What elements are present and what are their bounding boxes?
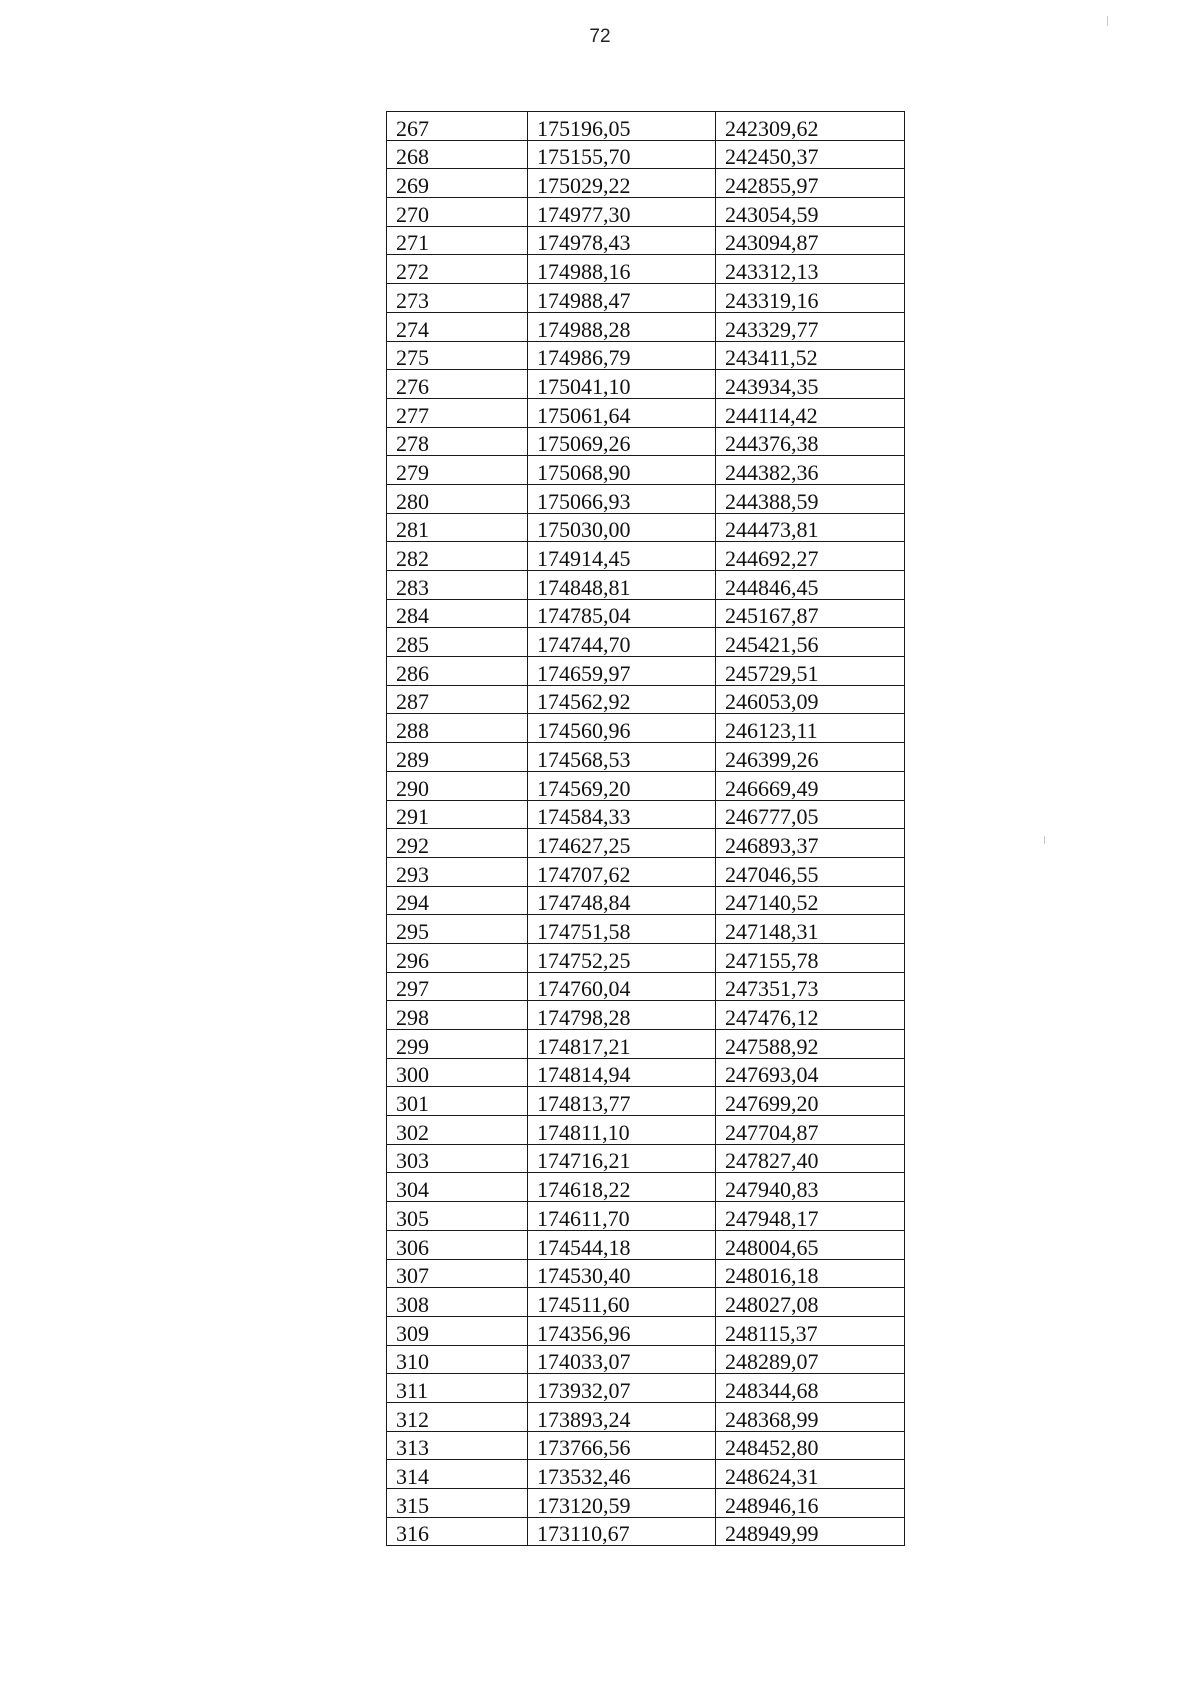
- y-coordinate-cell: 248115,37: [716, 1316, 905, 1345]
- x-coordinate-cell: 174611,70: [528, 1202, 716, 1231]
- table-row: [387, 542, 905, 571]
- table-row: [387, 312, 905, 341]
- x-coordinate-cell: 173532,46: [528, 1460, 716, 1489]
- y-coordinate-cell: 247704,87: [716, 1116, 905, 1145]
- table-row: [387, 484, 905, 513]
- y-coordinate-cell: 246399,26: [716, 743, 905, 772]
- table-row: [387, 829, 905, 858]
- page-number: 72: [589, 26, 611, 47]
- y-coordinate-cell: 244846,45: [716, 571, 905, 600]
- point-number-cell: 287: [387, 685, 528, 714]
- y-coordinate-cell: 244692,27: [716, 542, 905, 571]
- x-coordinate-cell: 174813,77: [528, 1087, 716, 1116]
- table-row: [387, 1345, 905, 1374]
- x-coordinate-cell: 174560,96: [528, 714, 716, 743]
- table-row: [387, 112, 905, 141]
- x-coordinate-cell: 174618,22: [528, 1173, 716, 1202]
- y-coordinate-cell: 244114,42: [716, 398, 905, 427]
- table-row: [387, 1058, 905, 1087]
- point-number-cell: 292: [387, 829, 528, 858]
- x-coordinate-cell: 174988,47: [528, 284, 716, 313]
- y-coordinate-cell: 244473,81: [716, 513, 905, 542]
- y-coordinate-cell: 246893,37: [716, 829, 905, 858]
- y-coordinate-cell: 248949,99: [716, 1517, 905, 1546]
- y-coordinate-cell: 246053,09: [716, 685, 905, 714]
- point-number-cell: 288: [387, 714, 528, 743]
- point-number-cell: 278: [387, 427, 528, 456]
- scan-mark: [1107, 16, 1108, 26]
- x-coordinate-cell: 173766,56: [528, 1431, 716, 1460]
- point-number-cell: 277: [387, 398, 528, 427]
- table-row: [387, 1144, 905, 1173]
- y-coordinate-cell: 244376,38: [716, 427, 905, 456]
- point-number-cell: 300: [387, 1058, 528, 1087]
- table-row: [387, 1001, 905, 1030]
- table-row: [387, 1173, 905, 1202]
- x-coordinate-cell: 175061,64: [528, 398, 716, 427]
- y-coordinate-cell: 246777,05: [716, 800, 905, 829]
- x-coordinate-cell: 174848,81: [528, 571, 716, 600]
- point-number-cell: 316: [387, 1517, 528, 1546]
- table-row: [387, 1087, 905, 1116]
- y-coordinate-cell: 243934,35: [716, 370, 905, 399]
- y-coordinate-cell: 248946,16: [716, 1489, 905, 1518]
- x-coordinate-cell: 174530,40: [528, 1259, 716, 1288]
- x-coordinate-cell: 174562,92: [528, 685, 716, 714]
- y-coordinate-cell: 248368,99: [716, 1402, 905, 1431]
- point-number-cell: 297: [387, 972, 528, 1001]
- table-row: [387, 1374, 905, 1403]
- point-number-cell: 291: [387, 800, 528, 829]
- y-coordinate-cell: 247693,04: [716, 1058, 905, 1087]
- table-row: [387, 1517, 905, 1546]
- x-coordinate-cell: 174659,97: [528, 657, 716, 686]
- point-number-cell: 289: [387, 743, 528, 772]
- x-coordinate-cell: 174707,62: [528, 857, 716, 886]
- point-number-cell: 272: [387, 255, 528, 284]
- y-coordinate-cell: 247588,92: [716, 1030, 905, 1059]
- table-row: [387, 1259, 905, 1288]
- y-coordinate-cell: 247827,40: [716, 1144, 905, 1173]
- table-row: [387, 599, 905, 628]
- y-coordinate-cell: 242855,97: [716, 169, 905, 198]
- y-coordinate-cell: 247148,31: [716, 915, 905, 944]
- point-number-cell: 270: [387, 198, 528, 227]
- point-number-cell: 294: [387, 886, 528, 915]
- x-coordinate-cell: 174988,28: [528, 312, 716, 341]
- y-coordinate-cell: 248016,18: [716, 1259, 905, 1288]
- table-row: [387, 886, 905, 915]
- table-row: [387, 857, 905, 886]
- y-coordinate-cell: 243094,87: [716, 226, 905, 255]
- y-coordinate-cell: 247155,78: [716, 943, 905, 972]
- x-coordinate-cell: 175155,70: [528, 140, 716, 169]
- x-coordinate-cell: 174716,21: [528, 1144, 716, 1173]
- y-coordinate-cell: 242309,62: [716, 112, 905, 141]
- table-row: [387, 1316, 905, 1345]
- point-number-cell: 313: [387, 1431, 528, 1460]
- x-coordinate-cell: 174817,21: [528, 1030, 716, 1059]
- y-coordinate-cell: 247699,20: [716, 1087, 905, 1116]
- table-row: [387, 255, 905, 284]
- x-coordinate-cell: 174988,16: [528, 255, 716, 284]
- point-number-cell: 290: [387, 771, 528, 800]
- coordinates-table-body: [387, 112, 905, 1546]
- y-coordinate-cell: 246669,49: [716, 771, 905, 800]
- x-coordinate-cell: 175041,10: [528, 370, 716, 399]
- x-coordinate-cell: 174356,96: [528, 1316, 716, 1345]
- point-number-cell: 268: [387, 140, 528, 169]
- x-coordinate-cell: 174568,53: [528, 743, 716, 772]
- table-row: [387, 1460, 905, 1489]
- point-number-cell: 298: [387, 1001, 528, 1030]
- point-number-cell: 307: [387, 1259, 528, 1288]
- point-number-cell: 301: [387, 1087, 528, 1116]
- point-number-cell: 283: [387, 571, 528, 600]
- point-number-cell: 311: [387, 1374, 528, 1403]
- x-coordinate-cell: 173932,07: [528, 1374, 716, 1403]
- table-row: [387, 628, 905, 657]
- x-coordinate-cell: 174785,04: [528, 599, 716, 628]
- point-number-cell: 299: [387, 1030, 528, 1059]
- x-coordinate-cell: 174760,04: [528, 972, 716, 1001]
- table-row: [387, 513, 905, 542]
- table-row: [387, 140, 905, 169]
- point-number-cell: 308: [387, 1288, 528, 1317]
- y-coordinate-cell: 248027,08: [716, 1288, 905, 1317]
- table-row: [387, 1431, 905, 1460]
- x-coordinate-cell: 174811,10: [528, 1116, 716, 1145]
- table-row: [387, 398, 905, 427]
- point-number-cell: 315: [387, 1489, 528, 1518]
- x-coordinate-cell: 174986,79: [528, 341, 716, 370]
- y-coordinate-cell: 246123,11: [716, 714, 905, 743]
- point-number-cell: 302: [387, 1116, 528, 1145]
- point-number-cell: 306: [387, 1230, 528, 1259]
- table-row: [387, 198, 905, 227]
- y-coordinate-cell: 243054,59: [716, 198, 905, 227]
- x-coordinate-cell: 174748,84: [528, 886, 716, 915]
- table-row: [387, 341, 905, 370]
- y-coordinate-cell: 243319,16: [716, 284, 905, 313]
- y-coordinate-cell: 248344,68: [716, 1374, 905, 1403]
- point-number-cell: 275: [387, 341, 528, 370]
- y-coordinate-cell: 245729,51: [716, 657, 905, 686]
- point-number-cell: 295: [387, 915, 528, 944]
- y-coordinate-cell: 244382,36: [716, 456, 905, 485]
- point-number-cell: 305: [387, 1202, 528, 1231]
- y-coordinate-cell: 243411,52: [716, 341, 905, 370]
- point-number-cell: 281: [387, 513, 528, 542]
- x-coordinate-cell: 174569,20: [528, 771, 716, 800]
- x-coordinate-cell: 174627,25: [528, 829, 716, 858]
- x-coordinate-cell: 175030,00: [528, 513, 716, 542]
- x-coordinate-cell: 175068,90: [528, 456, 716, 485]
- point-number-cell: 312: [387, 1402, 528, 1431]
- table-row: [387, 915, 905, 944]
- table-row: [387, 800, 905, 829]
- point-number-cell: 271: [387, 226, 528, 255]
- y-coordinate-cell: 248624,31: [716, 1460, 905, 1489]
- table-row: [387, 1116, 905, 1145]
- table-row: [387, 370, 905, 399]
- point-number-cell: 276: [387, 370, 528, 399]
- point-number-cell: 279: [387, 456, 528, 485]
- table-row: [387, 1288, 905, 1317]
- table-row: [387, 284, 905, 313]
- point-number-cell: 309: [387, 1316, 528, 1345]
- point-number-cell: 269: [387, 169, 528, 198]
- x-coordinate-cell: 174751,58: [528, 915, 716, 944]
- point-number-cell: 314: [387, 1460, 528, 1489]
- x-coordinate-cell: 175066,93: [528, 484, 716, 513]
- y-coordinate-cell: 243329,77: [716, 312, 905, 341]
- table-row: [387, 943, 905, 972]
- x-coordinate-cell: 174978,43: [528, 226, 716, 255]
- y-coordinate-cell: 247940,83: [716, 1173, 905, 1202]
- x-coordinate-cell: 174544,18: [528, 1230, 716, 1259]
- y-coordinate-cell: 248004,65: [716, 1230, 905, 1259]
- y-coordinate-cell: 242450,37: [716, 140, 905, 169]
- y-coordinate-cell: 247351,73: [716, 972, 905, 1001]
- y-coordinate-cell: 245421,56: [716, 628, 905, 657]
- table-row: [387, 169, 905, 198]
- y-coordinate-cell: 243312,13: [716, 255, 905, 284]
- table-row: [387, 571, 905, 600]
- x-coordinate-cell: 175029,22: [528, 169, 716, 198]
- point-number-cell: 304: [387, 1173, 528, 1202]
- y-coordinate-cell: 247476,12: [716, 1001, 905, 1030]
- x-coordinate-cell: 173110,67: [528, 1517, 716, 1546]
- y-coordinate-cell: 248452,80: [716, 1431, 905, 1460]
- x-coordinate-cell: 174744,70: [528, 628, 716, 657]
- point-number-cell: 286: [387, 657, 528, 686]
- x-coordinate-cell: 175196,05: [528, 112, 716, 141]
- y-coordinate-cell: 245167,87: [716, 599, 905, 628]
- point-number-cell: 282: [387, 542, 528, 571]
- table-row: [387, 1030, 905, 1059]
- y-coordinate-cell: 247948,17: [716, 1202, 905, 1231]
- table-row: [387, 771, 905, 800]
- point-number-cell: 274: [387, 312, 528, 341]
- x-coordinate-cell: 175069,26: [528, 427, 716, 456]
- point-number-cell: 284: [387, 599, 528, 628]
- table-row: [387, 657, 905, 686]
- table-row: [387, 1489, 905, 1518]
- x-coordinate-cell: 174752,25: [528, 943, 716, 972]
- table-row: [387, 714, 905, 743]
- x-coordinate-cell: 173120,59: [528, 1489, 716, 1518]
- x-coordinate-cell: 174584,33: [528, 800, 716, 829]
- x-coordinate-cell: 174033,07: [528, 1345, 716, 1374]
- table-row: [387, 1402, 905, 1431]
- y-coordinate-cell: 247140,52: [716, 886, 905, 915]
- y-coordinate-cell: 247046,55: [716, 857, 905, 886]
- x-coordinate-cell: 174511,60: [528, 1288, 716, 1317]
- point-number-cell: 285: [387, 628, 528, 657]
- table-row: [387, 226, 905, 255]
- x-coordinate-cell: 174977,30: [528, 198, 716, 227]
- point-number-cell: 310: [387, 1345, 528, 1374]
- table-row: [387, 972, 905, 1001]
- point-number-cell: 267: [387, 112, 528, 141]
- table-row: [387, 456, 905, 485]
- point-number-cell: 280: [387, 484, 528, 513]
- x-coordinate-cell: 174914,45: [528, 542, 716, 571]
- table-row: [387, 685, 905, 714]
- table-row: [387, 1230, 905, 1259]
- y-coordinate-cell: 244388,59: [716, 484, 905, 513]
- point-number-cell: 293: [387, 857, 528, 886]
- table-row: [387, 1202, 905, 1231]
- table-row: [387, 743, 905, 772]
- point-number-cell: 296: [387, 943, 528, 972]
- coordinates-table: [386, 111, 905, 1546]
- table-row: [387, 427, 905, 456]
- x-coordinate-cell: 173893,24: [528, 1402, 716, 1431]
- scan-mark: [1044, 836, 1045, 844]
- y-coordinate-cell: 248289,07: [716, 1345, 905, 1374]
- x-coordinate-cell: 174798,28: [528, 1001, 716, 1030]
- point-number-cell: 273: [387, 284, 528, 313]
- x-coordinate-cell: 174814,94: [528, 1058, 716, 1087]
- point-number-cell: 303: [387, 1144, 528, 1173]
